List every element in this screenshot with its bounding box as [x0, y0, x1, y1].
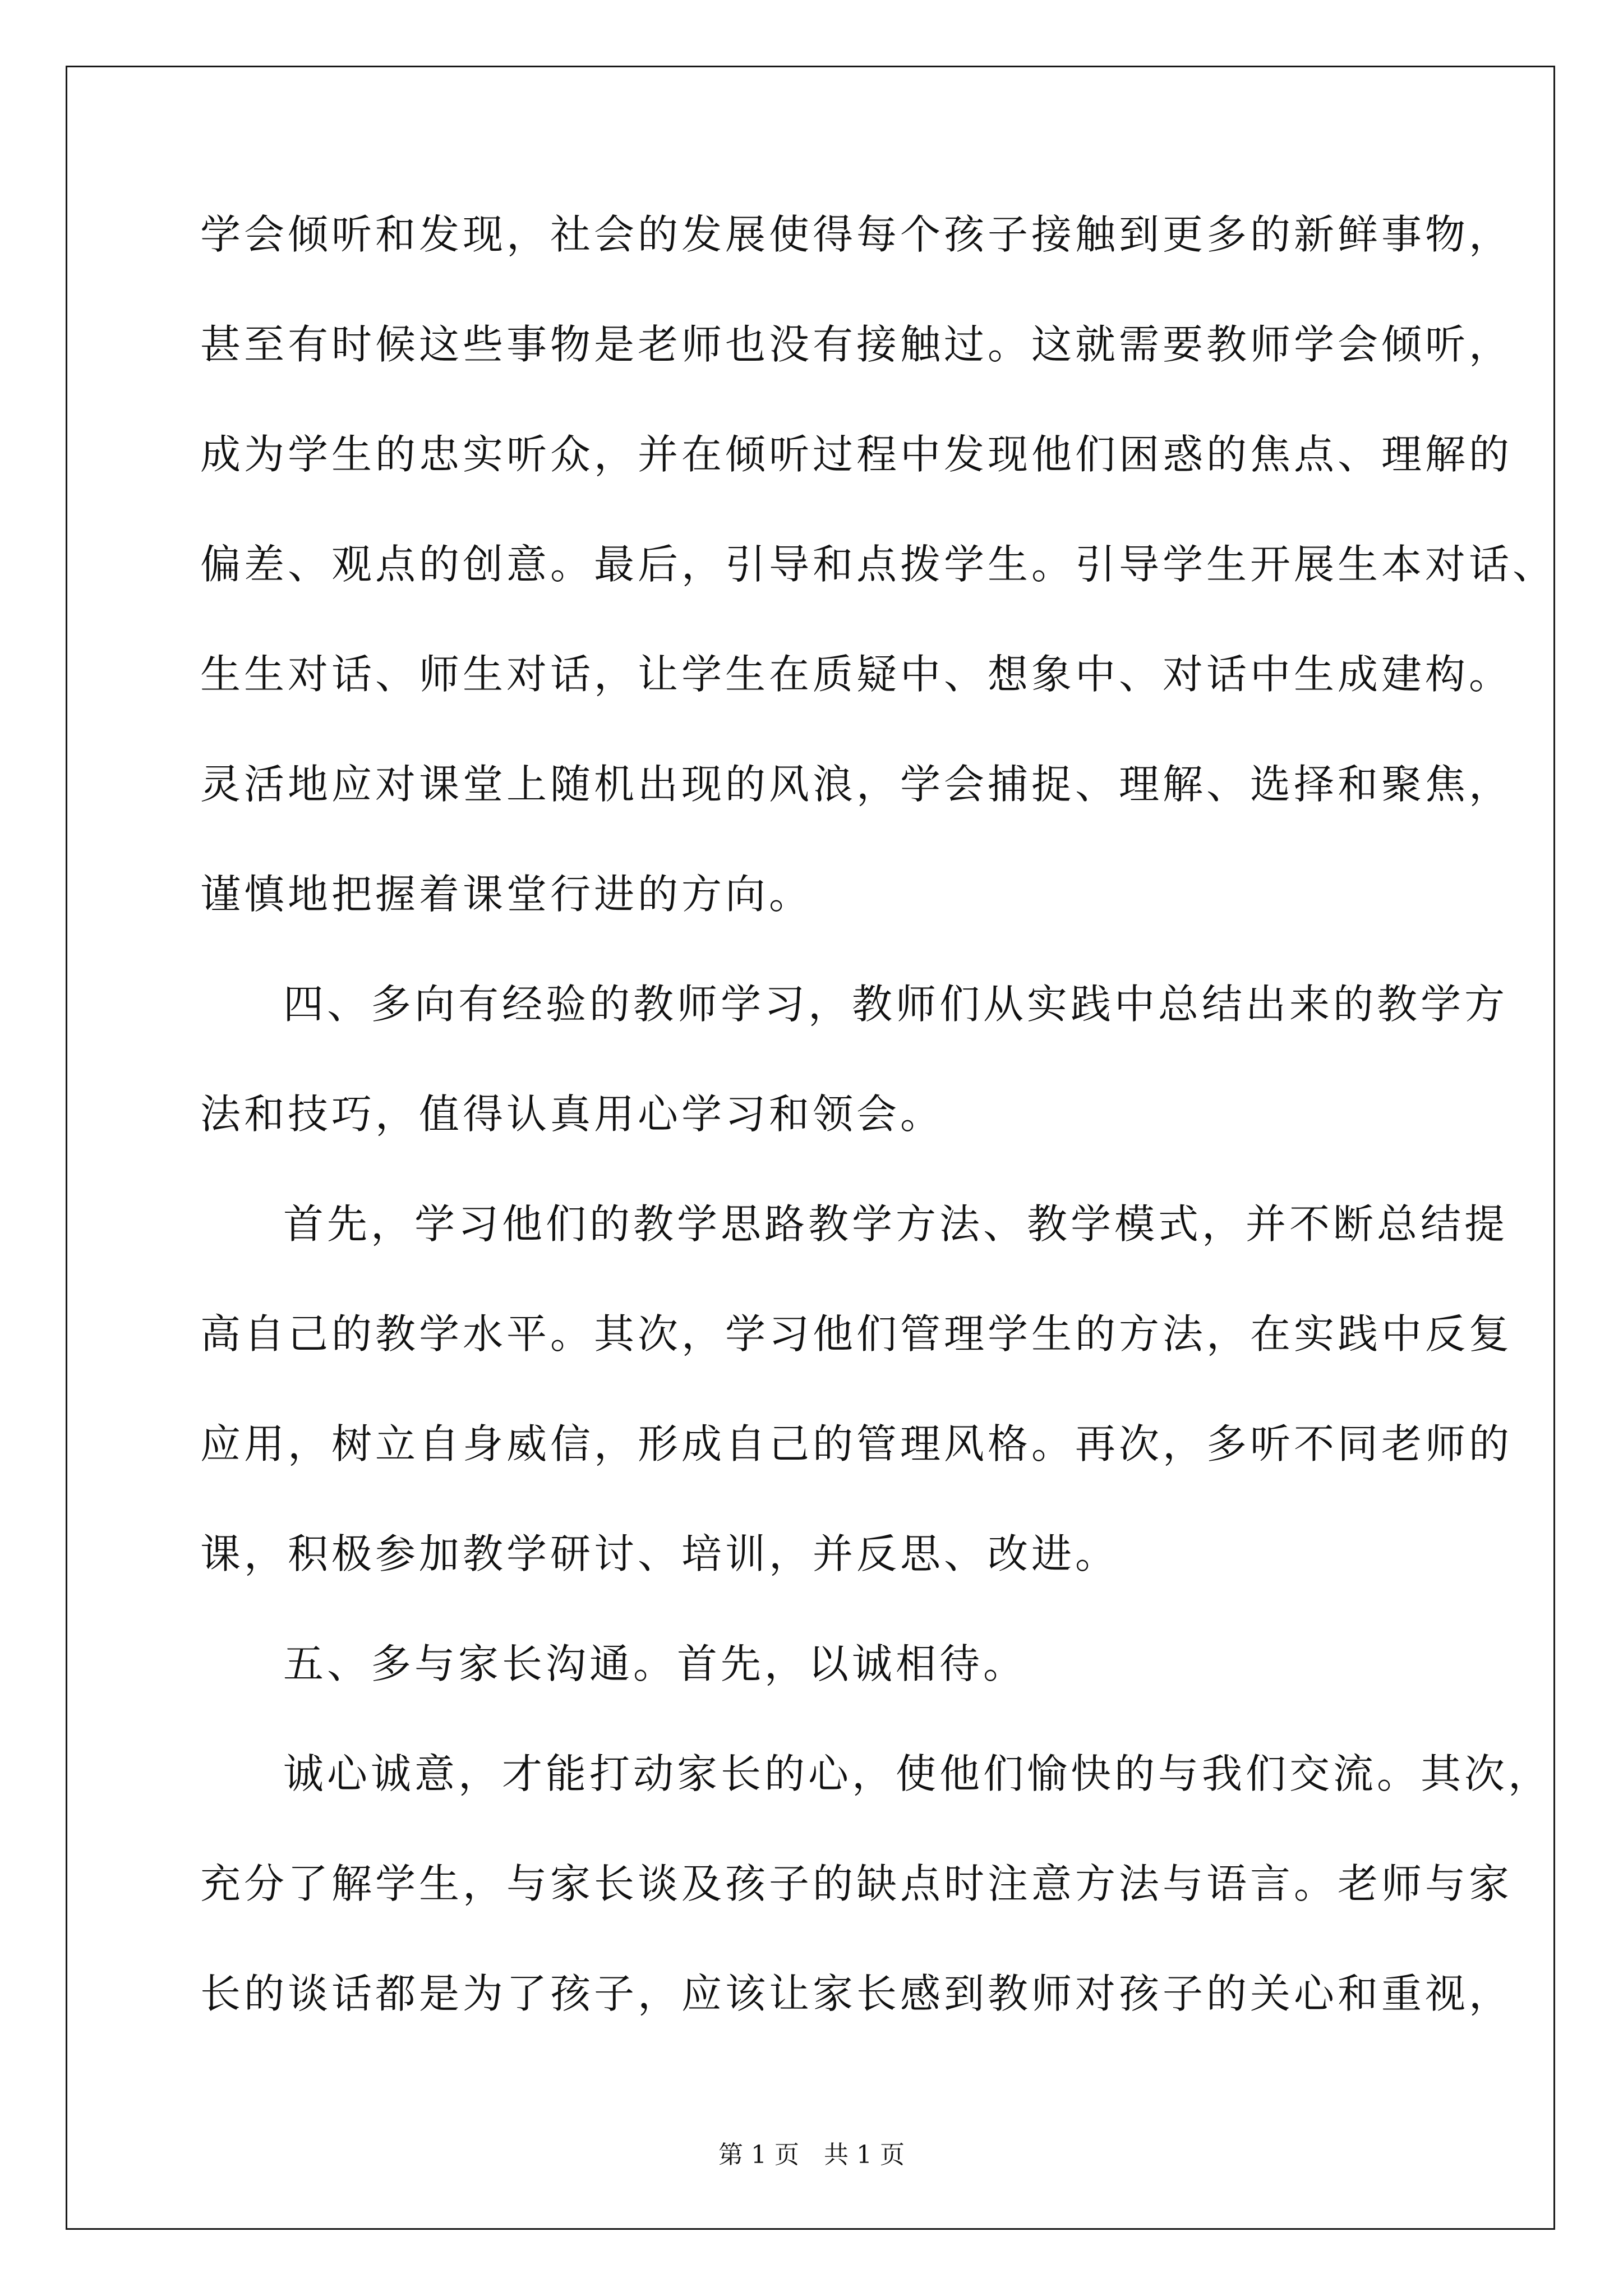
text-line: 谨慎地把握着课堂行进的方向。	[200, 871, 813, 918]
text-line: 学会倾听和发现，社会的发展使得每个孩子接触到更多的新鲜事物，	[200, 211, 1513, 258]
text-line: 成为学生的忠实听众，并在倾听过程中发现他们困惑的焦点、理解的	[200, 431, 1513, 478]
page-footer: 第 1 页 共 1 页	[718, 2141, 905, 2169]
text-line: 充分了解学生，与家长谈及孩子的缺点时注意方法与语言。老师与家	[200, 1860, 1513, 1907]
text-line: 法和技巧，值得认真用心学习和领会。	[200, 1091, 944, 1138]
paragraph-first-line: 诚心诚意，才能打动家长的心，使他们愉快的与我们交流。其次，	[283, 1750, 1552, 1797]
text-line: 偏差、观点的创意。最后，引导和点拨学生。引导学生开展生本对话、	[200, 541, 1557, 588]
paragraph-first-line: 首先，学习他们的教学思路教学方法、教学模式，并不断总结提	[283, 1200, 1509, 1248]
text-line: 应用，树立自身威信，形成自己的管理风格。再次，多听不同老师的	[200, 1420, 1513, 1467]
text-line: 甚至有时候这些事物是老师也没有接触过。这就需要教师学会倾听，	[200, 321, 1513, 368]
paragraph-first-line: 五、多与家长沟通。首先，以诚相待。	[283, 1640, 1027, 1687]
text-line: 课，积极参加教学研讨、培训，并反思、改进。	[200, 1530, 1119, 1577]
text-line: 生生对话、师生对话，让学生在质疑中、想象中、对话中生成建构。	[200, 651, 1513, 698]
text-line: 长的谈话都是为了孩子，应该让家长感到教师对孩子的关心和重视，	[200, 1970, 1513, 2017]
paragraph-first-line: 四、多向有经验的教师学习，教师们从实践中总结出来的教学方	[283, 981, 1509, 1028]
text-line: 灵活地应对课堂上随机出现的风浪，学会捕捉、理解、选择和聚焦，	[200, 761, 1513, 808]
text-line: 高自己的教学水平。其次，学习他们管理学生的方法，在实践中反复	[200, 1310, 1513, 1358]
